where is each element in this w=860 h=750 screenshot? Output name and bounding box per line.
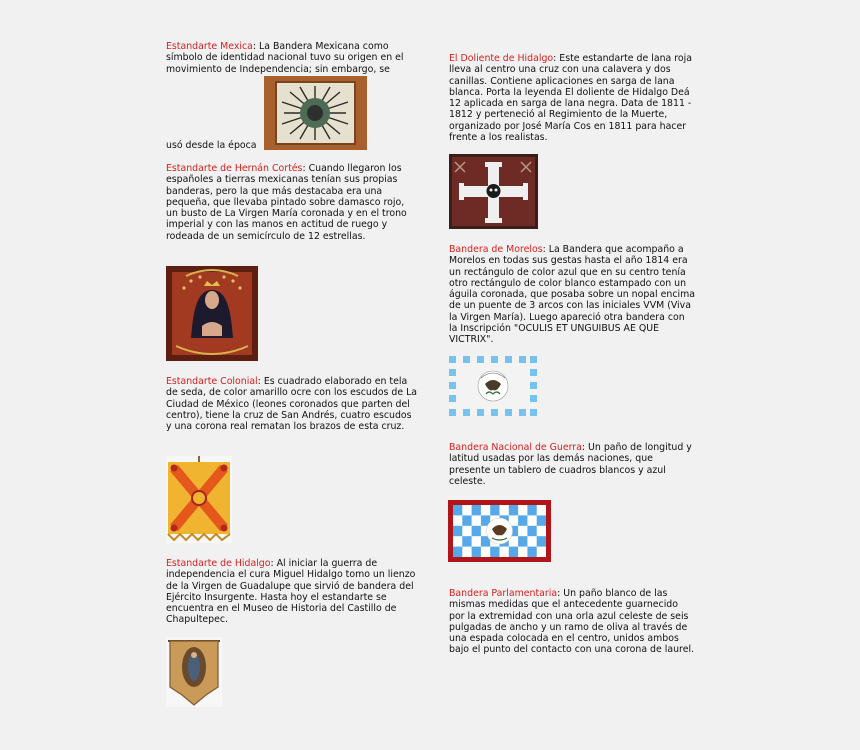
colonial-standard-image	[166, 456, 232, 543]
section-text: Un paño de longitud y latitud usadas por las demás naciones, que presente un tablero de cuadros blancos y azul celeste.	[449, 442, 692, 487]
section-text: Es cuadrado elaborado en tela de seda, de color amarillo ocre con los escudos de La Ciudad de México (leones coronados que parten del centro), tiene la cruz de San Andrés, cuatro escudos y una corona real rematan los brazos de esta cruz.	[166, 376, 418, 433]
nacional-guerra-flag-image	[448, 500, 551, 562]
section-text: La Bandera Mexicana como símbolo de identidad nacional tuvo su origen en el movimiento de Independencia; sin embargo, se	[166, 41, 404, 75]
section-text: Cuando llegaron los españoles a tierras mexicanas tenían sus propias banderas, pero la que más destacaba era una pequeña, que llevaba pintado sobre damasco rojo, un busto de La Virgen María coronada y en el trono imperial y con las manos en actitud de ruego y rodeada de un semicírculo de 12 estrellas.	[166, 163, 407, 242]
hidalgo-standard-image	[166, 637, 222, 707]
section-bandera-parlamentaria: Bandera Parlamentaria: Un paño blanco de las mismas medidas que el antecedente guarnecido por la extremidad con una orla azul celeste de seis pulgadas de ancho y un ramo de oliva al través de una espada colocada en el centro, unidos ambos bajo el punto del contacto con una corona de laurel.	[449, 588, 695, 656]
section-title: Estandarte Mexica	[166, 41, 253, 52]
section-title: El Doliente de Hidalgo	[449, 53, 554, 64]
section-estandarte-colonial: Estandarte Colonial: Es cuadrado elaborado en tela de seda, de color amarillo ocre con los escudos de La Ciudad de México (leones coronados que parten del centro), tiene la cruz de San Andrés, cuatro escudos y una corona real rematan los brazos de esta cruz.	[166, 376, 418, 433]
section-bandera-nacional-de-guerra: Bandera Nacional de Guerra: Un paño de longitud y latitud usadas por las demás naciones, que presente un tablero de cuadros blancos y azul celeste.	[449, 442, 692, 487]
section-title: Bandera Nacional de Guerra	[449, 442, 582, 453]
section-el-doliente-de-hidalgo: El Doliente de Hidalgo: Este estandarte de lana roja lleva al centro una cruz con una calavera y dos canillas. Contiene aplicaciones en sarga de lana blanca. Porta la leyenda El doliente de Hidalgo Deá 12 aplicada en sarga de lana negra. Data de 1811 - 1812 y perteneció al Regimiento de la Muerte, organizado por José María Cos en 1811 para hacer frente a los realistas.	[449, 53, 692, 144]
section-estandarte-hidalgo: Estandarte de Hidalgo: Al iniciar la guerra de independencia el cura Miguel Hidalgo tomo un lienzo de la Virgen de Guadalupe que sirvió de bandera del Ejército Insurgente. Hasta hoy el estandarte se encuentra en el Museo de Historia del Castillo de Chapultepec.	[166, 558, 416, 626]
section-bandera-de-morelos: Bandera de Morelos: La Bandera que acompaño a Morelos en todas sus gestas hasta el año 1814 era un rectángulo de color azul que en su centro tenía otro rectángulo de color blanco estampado con un águila coronada, que posaba sobre un nopal encima de un puente de 3 arcos con las iniciales VVM (Viva la Virgen María). Luego apareció otra bandera con la Inscripción "OCULIS ET UNGUIBUS AE QUE VICTRIX".	[449, 244, 695, 346]
section-text: Este estandarte de lana roja lleva al centro una cruz con una calavera y dos canillas. Contiene aplicaciones en sarga de lana blanca. Porta la leyenda El doliente de Hidalgo Deá 12 aplicada en sarga de lana negra. Data de 1811 - 1812 y perteneció al Regimiento de la Muerte, organizado por José María Cos en 1811 para hacer frente a los realistas.	[449, 53, 692, 144]
doliente-standard-image	[449, 154, 538, 229]
section-title: Estandarte de Hidalgo	[166, 558, 271, 569]
morelos-flag-image	[449, 356, 537, 416]
section-title: Bandera Parlamentaria	[449, 588, 558, 599]
mexica-standard-image	[264, 76, 367, 150]
section-text: Un paño blanco de las mismas medidas que el antecedente guarnecido por la extremidad con una orla azul celeste de seis pulgadas de ancho y un ramo de oliva al través de una espada colocada en el centro, unidos ambos bajo el punto del contacto con una corona de laurel.	[449, 588, 695, 656]
section-estandarte-mexica: Estandarte Mexica: La Bandera Mexicana como símbolo de identidad nacional tuvo su origen en el movimiento de Independencia; sin embargo, se	[166, 41, 404, 75]
section-title: Bandera de Morelos	[449, 244, 543, 255]
section-text: Al iniciar la guerra de independencia el cura Miguel Hidalgo tomo un lienzo de la Virgen de Guadalupe que sirvió de bandera del Ejército Insurgente. Hasta hoy el estandarte se encuentra en el Museo de Historia del Castillo de Chapultepec.	[166, 558, 416, 626]
section-text: La Bandera que acompaño a Morelos en todas sus gestas hasta el año 1814 era un rectángulo de color azul que en su centro tenía otro rectángulo de color blanco estampado con un águila coronada, que posaba sobre un nopal encima de un puente de 3 arcos con las iniciales VVM (Viva la Virgen María). Luego apareció otra bandera con la Inscripción "OCULIS ET UNGUIBUS AE QUE VICTRIX".	[449, 244, 695, 346]
mexica-text-continuation: usó desde la época	[166, 140, 257, 151]
section-title: Estandarte de Hernán Cortés	[166, 163, 303, 174]
hernan-cortes-standard-image	[166, 266, 258, 361]
section-estandarte-hernan-cortes: Estandarte de Hernán Cortés: Cuando llegaron los españoles a tierras mexicanas tenían sus propias banderas, pero la que más destacaba era una pequeña, que llevaba pintado sobre damasco rojo, un busto de La Virgen María coronada y en el trono imperial y con las manos en actitud de ruego y rodeada de un semicírculo de 12 estrellas.	[166, 163, 407, 242]
section-title: Estandarte Colonial	[166, 376, 258, 387]
